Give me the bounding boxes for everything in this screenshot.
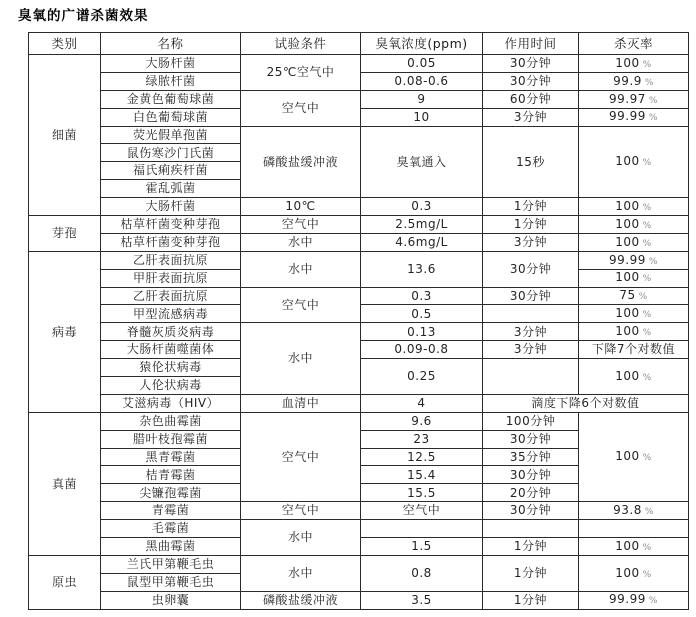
time-cell: 1分钟: [483, 591, 579, 609]
category-cell: 病毒: [29, 251, 101, 412]
kill-rate-cell: 下降7个对数值: [579, 341, 689, 359]
kill-rate-cell: 100 %: [579, 555, 689, 591]
percent-sign: %: [644, 77, 654, 88]
concentration-cell: 0.13: [361, 323, 483, 341]
kill-rate-cell: 100 %: [579, 233, 689, 251]
name-cell: 枯草杆菌变种芽孢: [101, 233, 241, 251]
name-cell: 虫卵囊: [101, 591, 241, 609]
condition-cell: 水中: [241, 233, 361, 251]
name-cell: 荧光假单孢菌: [101, 126, 241, 144]
name-cell: 大肠杆菌: [101, 198, 241, 216]
name-cell: 青霉菌: [101, 502, 241, 520]
name-cell: 兰氏甲第鞭毛虫: [101, 555, 241, 573]
condition-cell: 10℃: [241, 198, 361, 216]
concentration-cell: 9: [361, 90, 483, 108]
name-cell: 霍乱弧菌: [101, 180, 241, 198]
concentration-cell: 15.4: [361, 466, 483, 484]
name-cell: 金黄色葡萄球菌: [101, 90, 241, 108]
table-row: [29, 394, 689, 412]
table-row: [29, 233, 689, 251]
kill-rate-cell: 100 %: [579, 305, 689, 323]
condition-cell: 水中: [241, 555, 361, 591]
table-body: [29, 55, 689, 610]
table-row: [29, 555, 689, 573]
condition-cell: 空气中: [241, 216, 361, 234]
table-row: [29, 323, 689, 341]
concentration-cell: 0.8: [361, 555, 483, 591]
name-cell: 甲肝表面抗原: [101, 269, 241, 287]
condition-cell: 水中: [241, 520, 361, 556]
name-cell: 人伦状病毒: [101, 377, 241, 395]
table-header-row: [29, 33, 689, 55]
kill-rate-cell: 100 %: [579, 412, 689, 501]
table-row: [29, 126, 689, 144]
name-cell: 黑青霉菌: [101, 448, 241, 466]
time-cell: 1分钟: [483, 216, 579, 234]
condition-cell: 磷酸盐缓冲液: [241, 126, 361, 198]
ozone-sterilization-table: [28, 32, 689, 610]
percent-sign: %: [642, 569, 652, 580]
condition-cell: 水中: [241, 251, 361, 287]
concentration-cell: 空气中: [361, 502, 483, 520]
table-row: [29, 502, 689, 520]
time-cell: 1分钟: [483, 538, 579, 556]
percent-sign: %: [642, 328, 652, 339]
column-header-condition-cell: 试验条件: [241, 33, 361, 55]
time-cell: 30分钟: [483, 502, 579, 520]
kill-rate-cell: 93.8 %: [579, 502, 689, 520]
time-cell: 30分钟: [483, 466, 579, 484]
kill-rate-cell: 100 %: [579, 55, 689, 73]
name-cell: 毛霉菌: [101, 520, 241, 538]
table-row: [29, 412, 689, 430]
category-cell: 真菌: [29, 412, 101, 555]
time-cell: 20分钟: [483, 484, 579, 502]
percent-sign: %: [648, 113, 658, 124]
name-cell: 枯草杆菌变种芽孢: [101, 216, 241, 234]
kill-rate-cell: 100 %: [579, 198, 689, 216]
concentration-cell: 10: [361, 108, 483, 126]
name-cell: 黑曲霉菌: [101, 538, 241, 556]
time-cell: 3分钟: [483, 233, 579, 251]
name-cell: 白色葡萄球菌: [101, 108, 241, 126]
table-row: [29, 520, 689, 538]
table-row: [29, 251, 689, 269]
concentration-cell: 15.5: [361, 484, 483, 502]
percent-sign: %: [642, 238, 652, 249]
percent-sign: %: [642, 372, 652, 383]
kill-rate-cell: 100 %: [579, 126, 689, 198]
concentration-cell: 0.3: [361, 287, 483, 305]
concentration-cell: 1.5: [361, 538, 483, 556]
category-cell: 原虫: [29, 555, 101, 609]
name-cell: 绿脓杆菌: [101, 72, 241, 90]
kill-rate-cell: 100 %: [579, 359, 689, 395]
column-header-name-cell: 名称: [101, 33, 241, 55]
condition-cell: 空气中: [241, 412, 361, 501]
time-cell: 1分钟: [483, 555, 579, 591]
percent-sign: %: [642, 220, 652, 231]
time-cell: 3分钟: [483, 341, 579, 359]
name-cell: 甲型流感病毒: [101, 305, 241, 323]
kill-rate-cell: 99.99 %: [579, 591, 689, 609]
name-cell: 艾滋病毒（HIV）: [101, 394, 241, 412]
name-cell: 鼠伤寒沙门氏菌: [101, 144, 241, 162]
time-cell: 滴度下降6个对数值: [483, 394, 689, 412]
kill-rate-cell: 99.97 %: [579, 90, 689, 108]
percent-sign: %: [642, 542, 652, 553]
percent-sign: %: [642, 202, 652, 213]
column-header-category-cell: 类别: [29, 33, 101, 55]
category-cell: 芽孢: [29, 216, 101, 252]
concentration-cell: 3.5: [361, 591, 483, 609]
condition-cell: 磷酸盐缓冲液: [241, 591, 361, 609]
percent-sign: %: [642, 310, 652, 321]
table-row: [29, 591, 689, 609]
percent-sign: %: [642, 274, 652, 285]
column-header-time-cell: 作用时间: [483, 33, 579, 55]
time-cell: 3分钟: [483, 108, 579, 126]
name-cell: 福氏痢疾杆菌: [101, 162, 241, 180]
time-cell: 30分钟: [483, 430, 579, 448]
concentration-cell: 4: [361, 394, 483, 412]
page-title: 臭氧的广谱杀菌效果: [18, 8, 149, 24]
name-cell: 腊叶枝孢霉菌: [101, 430, 241, 448]
time-cell: 30分钟: [483, 287, 579, 305]
time-cell: [483, 520, 579, 538]
concentration-cell: 2.5mg/L: [361, 216, 483, 234]
time-cell: [483, 359, 579, 395]
percent-sign: %: [642, 453, 652, 464]
percent-sign: %: [644, 506, 654, 517]
condition-cell: 空气中: [241, 90, 361, 126]
time-cell: 30分钟: [483, 55, 579, 73]
concentration-cell: 0.08-0.6: [361, 72, 483, 90]
time-cell: 35分钟: [483, 448, 579, 466]
concentration-cell: 臭氧通入: [361, 126, 483, 198]
concentration-cell: 0.05: [361, 55, 483, 73]
name-cell: 大肠杆菌噬菌体: [101, 341, 241, 359]
time-cell: 100分钟: [483, 412, 579, 430]
concentration-cell: 0.5: [361, 305, 483, 323]
time-cell: 30分钟: [483, 72, 579, 90]
concentration-cell: 4.6mg/L: [361, 233, 483, 251]
percent-sign: %: [642, 158, 652, 169]
name-cell: 鼠型甲第鞭毛虫: [101, 573, 241, 591]
percent-sign: %: [648, 95, 658, 106]
name-cell: 杂色曲霉菌: [101, 412, 241, 430]
concentration-cell: 9.6: [361, 412, 483, 430]
condition-cell: 空气中: [241, 502, 361, 520]
column-header-concentration-cell: 臭氧浓度(ppm): [361, 33, 483, 55]
kill-rate-cell: 99.99 %: [579, 251, 689, 269]
time-cell: [483, 305, 579, 323]
name-cell: 大肠杆菌: [101, 55, 241, 73]
name-cell: 猿伦状病毒: [101, 359, 241, 377]
column-header-kill-rate-cell: 杀灭率: [579, 33, 689, 55]
concentration-cell: 13.6: [361, 251, 483, 287]
condition-cell: 血清中: [241, 394, 361, 412]
kill-rate-cell: 100 %: [579, 538, 689, 556]
table-row: [29, 216, 689, 234]
name-cell: 乙肝表面抗原: [101, 287, 241, 305]
name-cell: 桔青霉菌: [101, 466, 241, 484]
time-cell: 15秒: [483, 126, 579, 198]
percent-sign: %: [638, 292, 648, 303]
name-cell: 尖镰孢霉菌: [101, 484, 241, 502]
kill-rate-cell: 99.99 %: [579, 108, 689, 126]
concentration-cell: 23: [361, 430, 483, 448]
table-row: [29, 55, 689, 73]
percent-sign: %: [642, 59, 652, 70]
percent-sign: %: [648, 256, 658, 267]
kill-rate-cell: 100 %: [579, 216, 689, 234]
concentration-cell: [361, 520, 483, 538]
kill-rate-cell: 100 %: [579, 269, 689, 287]
time-cell: 1分钟: [483, 198, 579, 216]
table-row: [29, 287, 689, 305]
name-cell: 脊髓灰质炎病毒: [101, 323, 241, 341]
table-row: [29, 90, 689, 108]
kill-rate-cell: 99.9 %: [579, 72, 689, 90]
concentration-cell: 0.09-0.8: [361, 341, 483, 359]
time-cell: 30分钟: [483, 251, 579, 287]
concentration-cell: 0.25: [361, 359, 483, 395]
category-cell: 细菌: [29, 55, 101, 216]
concentration-cell: 12.5: [361, 448, 483, 466]
percent-sign: %: [648, 596, 658, 607]
name-cell: 乙肝表面抗原: [101, 251, 241, 269]
kill-rate-cell: [579, 520, 689, 538]
kill-rate-cell: 100 %: [579, 323, 689, 341]
kill-rate-cell: 75 %: [579, 287, 689, 305]
table-row: [29, 198, 689, 216]
condition-cell: 25℃空气中: [241, 55, 361, 91]
condition-cell: 水中: [241, 323, 361, 395]
condition-cell: 空气中: [241, 287, 361, 323]
time-cell: 60分钟: [483, 90, 579, 108]
time-cell: 3分钟: [483, 323, 579, 341]
concentration-cell: 0.3: [361, 198, 483, 216]
table-header: [29, 33, 689, 55]
